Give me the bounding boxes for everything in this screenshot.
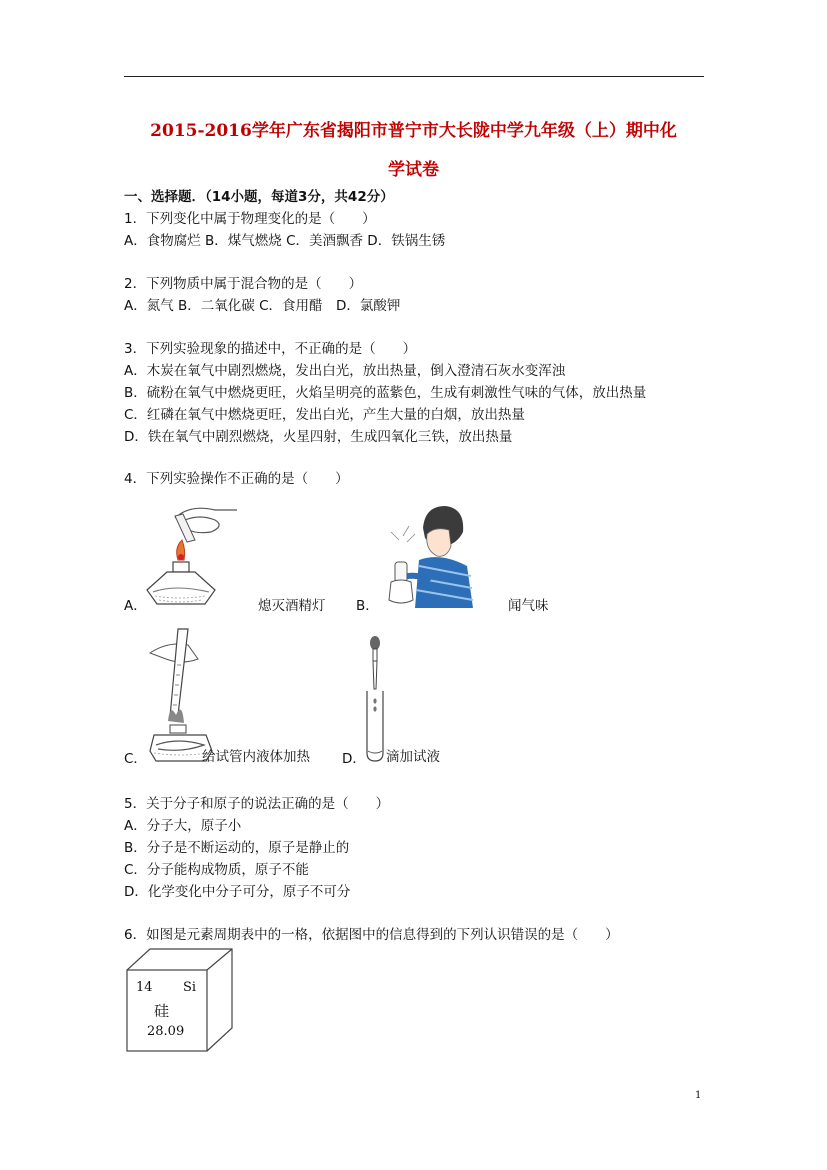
question-4-stem: 4．下列实验操作不正确的是（ ）	[124, 471, 349, 487]
question-5-option-a: A．分子大，原子小	[124, 818, 242, 834]
question-3-stem: 3．下列实验现象的描述中，不正确的是（ ）	[124, 341, 417, 357]
question-1-options: A．食物腐烂 B．煤气燃烧 C．美酒飘香 D．铁锅生锈	[124, 233, 446, 249]
exam-title-line2: 学试卷	[388, 160, 439, 180]
question-4-option-b-letter: B．	[356, 598, 379, 614]
question-3-option-b: B．硫粉在氧气中燃烧更旺，火焰呈明亮的蓝紫色，生成有刺激性气味的气体，放出热量	[124, 385, 647, 401]
question-2-options: A．氮气 B．二氧化碳 C．食用醋 D．氯酸钾	[124, 298, 401, 314]
question-3-option-c: C．红磷在氧气中燃烧更旺，发出白光，产生大量的白烟，放出热量	[124, 407, 525, 423]
question-4-option-a-caption: 熄灭酒精灯	[258, 598, 326, 614]
page-number: 1	[695, 1090, 702, 1101]
header-rule	[124, 76, 704, 77]
question-4-option-d-caption: 滴加试液	[386, 749, 440, 765]
question-6-stem: 6．如图是元素周期表中的一格，依据图中的信息得到的下列认识错误的是（ ）	[124, 927, 619, 943]
question-4-option-d-letter: D．	[342, 751, 366, 767]
question-3-option-a: A．木炭在氧气中剧烈燃烧，发出白光，放出热量，倒入澄清石灰水变浑浊	[124, 363, 566, 379]
question-5-stem: 5．关于分子和原子的说法正确的是（ ）	[124, 796, 390, 812]
element-atomic-number: 14	[136, 980, 153, 995]
question-4-option-c-caption: 给试管内液体加热	[202, 749, 310, 765]
alcohol-lamp-extinguish-figure	[145, 500, 240, 610]
question-5-option-c: C．分子能构成物质，原子不能	[124, 862, 309, 878]
question-2-stem: 2．下列物质中属于混合物的是（ ）	[124, 276, 363, 292]
question-3-option-d: D．铁在氧气中剧烈燃烧，火星四射，生成四氧化三铁，放出热量	[124, 429, 513, 445]
element-name: 硅	[154, 1002, 170, 1020]
element-atomic-mass: 28.09	[147, 1024, 185, 1039]
question-4-option-a-letter: A．	[124, 598, 147, 614]
exam-title-line1: 2015-2016学年广东省揭阳市普宁市大长陇中学九年级（上）期中化	[150, 121, 677, 141]
question-4-option-c-letter: C．	[124, 751, 147, 767]
element-symbol: Si	[183, 980, 197, 995]
smelling-gas-figure	[375, 500, 475, 610]
heating-test-tube-figure	[148, 625, 218, 763]
question-5-option-b: B．分子是不断运动的，原子是静止的	[124, 840, 350, 856]
section-heading: 一、选择题．（14小题，每道3分，共42分）	[124, 189, 394, 205]
question-1-stem: 1．下列变化中属于物理变化的是（ ）	[124, 211, 376, 227]
question-5-option-d: D．化学变化中分子可分，原子不可分	[124, 884, 351, 900]
question-4-option-b-caption: 闻气味	[508, 598, 549, 614]
